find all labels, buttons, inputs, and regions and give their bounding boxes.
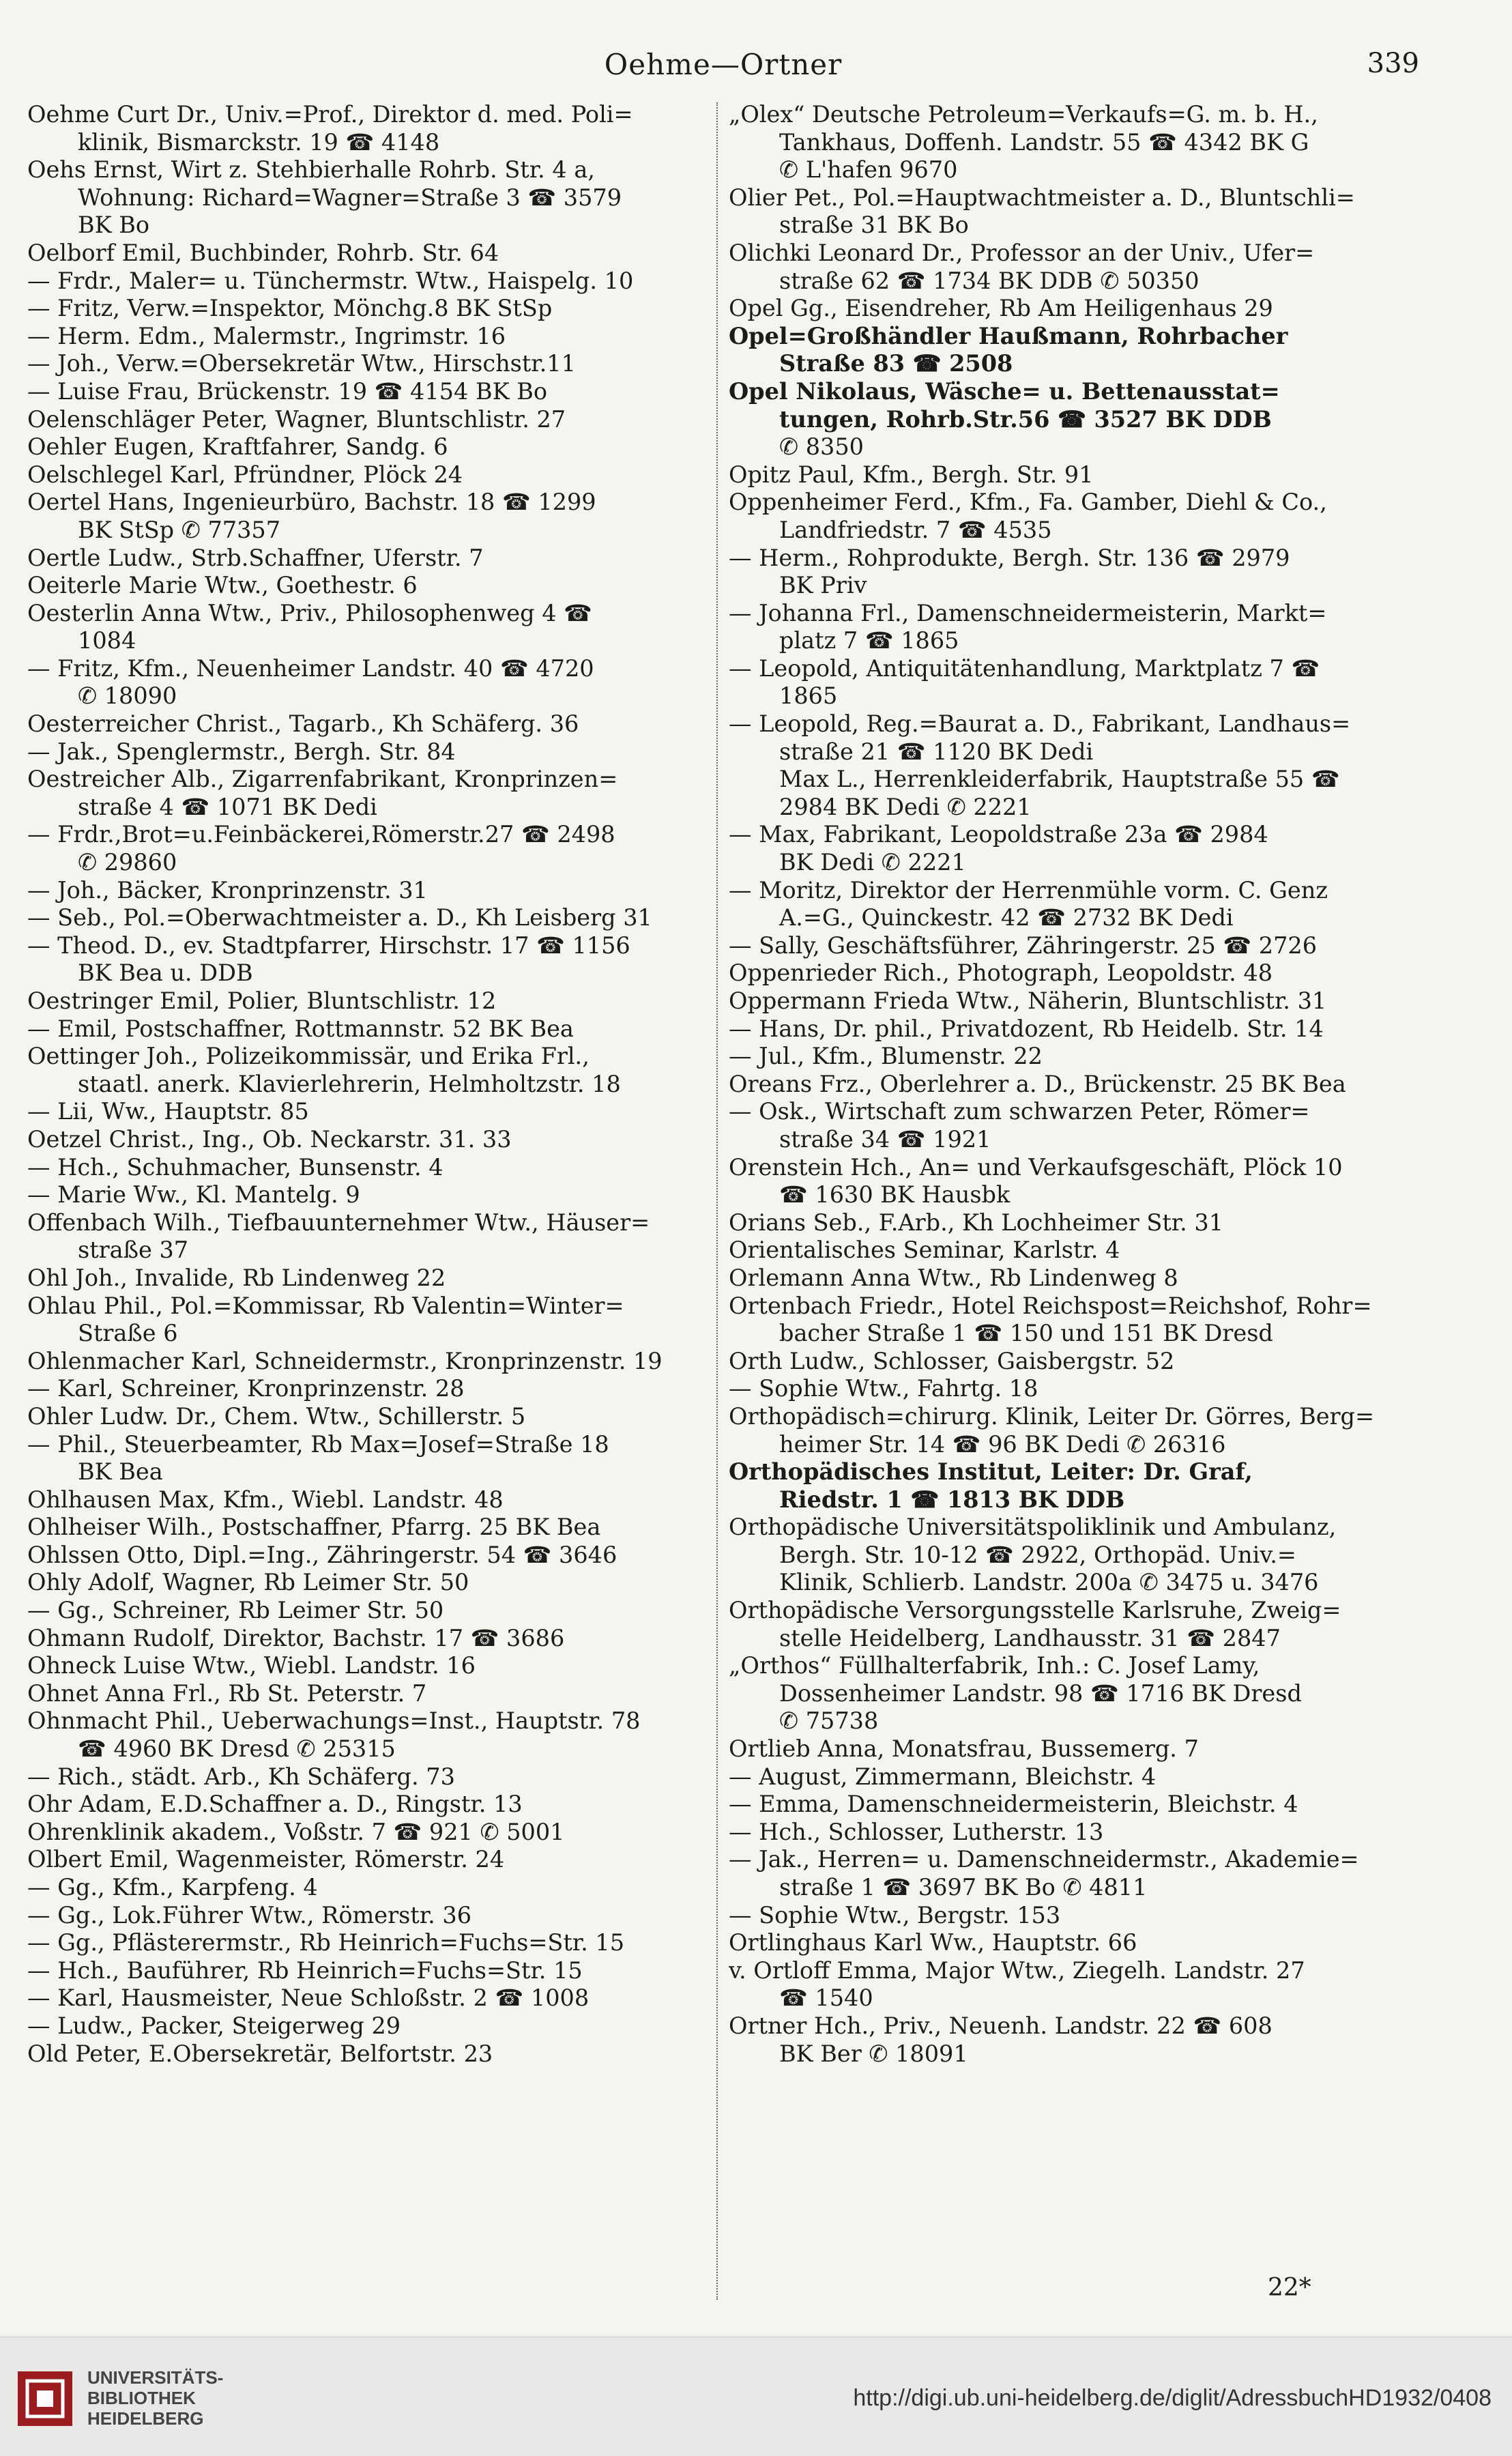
directory-line: Orth Ludw., Schlosser, Gaisbergstr. 52 [729, 1347, 1175, 1374]
directory-line: „Olex“ Deutsche Petroleum=Verkaufs=G. m. b. H., [729, 101, 1318, 128]
directory-line: A.=G., Quinckestr. 42 ☎ 2732 BK Dedi [779, 904, 1234, 931]
directory-line: Oettinger Joh., Polizeikommissär, und Erika Frl., [27, 1043, 590, 1070]
directory-line: 1084 [78, 627, 136, 654]
library-name-line: BIBLIOTHEK [87, 2388, 196, 2408]
directory-line: — Hch., Schuhmacher, Bunsenstr. 4 [27, 1153, 444, 1181]
directory-line: straße 4 ☎ 1071 BK Dedi [78, 793, 377, 820]
page-header [27, 48, 1419, 89]
directory-line: Ortner Hch., Priv., Neuenh. Landstr. 22 ☎ 608 [729, 2012, 1273, 2039]
directory-line: Wohnung: Richard=Wagner=Straße 3 ☎ 3579 [78, 184, 622, 211]
directory-line: Oertle Ludw., Strb.Schaffner, Uferstr. 7 [27, 544, 484, 571]
directory-line: Oppermann Frieda Wtw., Näherin, Bluntschlistr. 31 [729, 987, 1327, 1014]
directory-line: Orthopädische Versorgungsstelle Karlsruhe, Zweig= [729, 1597, 1341, 1624]
directory-line: Ohlenmacher Karl, Schneidermstr., Kronprinzenstr. 19 [27, 1347, 663, 1374]
directory-line: straße 1 ☎ 3697 BK Bo ✆ 4811 [779, 1874, 1148, 1901]
directory-line: Oelborf Emil, Buchbinder, Rohrb. Str. 64 [27, 239, 499, 266]
directory-line: ☎ 1540 [779, 1984, 873, 2012]
right-column [729, 101, 1418, 2068]
directory-line: Ohnet Anna Frl., Rb St. Peterstr. 7 [27, 1679, 427, 1707]
left-column [27, 101, 716, 2068]
directory-line: — Hans, Dr. phil., Privatdozent, Rb Heidelb. Str. 14 [729, 1015, 1324, 1042]
directory-line: Opel=Großhändler Haußmann, Rohrbacher [729, 322, 1288, 349]
library-name-line: HEIDELBERG [87, 2408, 204, 2429]
directory-line: Ortlieb Anna, Monatsfrau, Bussemerg. 7 [729, 1735, 1199, 1763]
directory-line: 1865 [779, 682, 838, 710]
directory-line: Oppenrieder Rich., Photograph, Leopoldstr. 48 [729, 959, 1273, 987]
directory-line: Ohlhausen Max, Kfm., Wiebl. Landstr. 48 [27, 1486, 504, 1513]
directory-line: v. Ortloff Emma, Major Wtw., Ziegelh. Landstr. 27 [729, 1956, 1305, 1984]
directory-line: Oelschlegel Karl, Pfründner, Plöck 24 [27, 461, 463, 488]
directory-line: — Joh., Bäcker, Kronprinzenstr. 31 [27, 876, 428, 904]
directory-line: Oeiterle Marie Wtw., Goethestr. 6 [27, 572, 418, 599]
directory-line: Olier Pet., Pol.=Hauptwachtmeister a. D., Bluntschli= [729, 184, 1355, 211]
directory-line: — Osk., Wirtschaft zum schwarzen Peter, Römer= [729, 1098, 1310, 1125]
directory-line: Riedstr. 1 ☎ 1813 BK DDB [779, 1486, 1125, 1513]
directory-line: Max L., Herrenkleiderfabrik, Hauptstraße 55 ☎ [779, 766, 1340, 793]
directory-line: staatl. anerk. Klavierlehrerin, Helmholtzstr. 18 [78, 1070, 621, 1097]
directory-line: ☎ 1630 BK Hausbk [779, 1181, 1011, 1209]
directory-line: Orthopädisch=chirurg. Klinik, Leiter Dr. Görres, Berg= [729, 1402, 1375, 1430]
directory-line: — Frdr., Maler= u. Tünchermstr. Wtw., Haispelg. 10 [27, 267, 634, 294]
directory-line: stelle Heidelberg, Landhausstr. 31 ☎ 2847 [779, 1624, 1281, 1651]
directory-line: Straße 6 [78, 1320, 178, 1347]
page-title: Oehme—Ortner [604, 48, 843, 81]
directory-line: — Emil, Postschaffner, Rottmannstr. 52 BK Bea [27, 1015, 574, 1042]
directory-line: Orians Seb., F.Arb., Kh Lochheimer Str. 31 [729, 1209, 1224, 1236]
directory-line: — Theod. D., ev. Stadtpfarrer, Hirschstr. 17 ☎ 1156 [27, 931, 630, 959]
directory-line: Orientalisches Seminar, Karlstr. 4 [729, 1237, 1120, 1264]
directory-line: — Fritz, Kfm., Neuenheimer Landstr. 40 ☎ 4720 [27, 654, 594, 682]
directory-line: Ohnmacht Phil., Ueberwachungs=Inst., Hauptstr. 78 [27, 1707, 641, 1735]
directory-line: BK Bea u. DDB [78, 959, 253, 987]
directory-line: platz 7 ☎ 1865 [779, 627, 959, 654]
directory-line: — Jak., Spenglermstr., Bergh. Str. 84 [27, 738, 456, 765]
directory-line: — Emma, Damenschneidermeisterin, Bleichstr. 4 [729, 1791, 1298, 1818]
directory-line: — Hch., Schlosser, Lutherstr. 13 [729, 1818, 1104, 1845]
directory-line: — Joh., Verw.=Obersekretär Wtw., Hirschstr.11 [27, 350, 576, 377]
directory-line: Old Peter, E.Obersekretär, Belfortstr. 23 [27, 2040, 493, 2067]
directory-line: — Leopold, Reg.=Baurat a. D., Fabrikant, Landhaus= [729, 710, 1351, 738]
directory-line: BK Priv [779, 572, 867, 599]
directory-line: — Johanna Frl., Damenschneidermeisterin, Markt= [729, 599, 1327, 626]
directory-line: — Leopold, Antiquitätenhandlung, Marktplatz 7 ☎ [729, 654, 1320, 682]
directory-line: Olbert Emil, Wagenmeister, Römerstr. 24 [27, 1846, 505, 1873]
directory-line: — Ludw., Packer, Steigerweg 29 [27, 2012, 401, 2039]
directory-line: Oehme Curt Dr., Univ.=Prof., Direktor d. med. Poli= [27, 101, 633, 128]
directory-line: Opel Gg., Eisendreher, Rb Am Heiligenhaus 29 [729, 295, 1273, 322]
directory-line: — Gg., Kfm., Karpfeng. 4 [27, 1874, 318, 1901]
directory-line: Oehs Ernst, Wirt z. Stehbierhalle Rohrb. Str. 4 a, [27, 156, 595, 184]
directory-line: Orthopädisches Institut, Leiter: Dr. Graf, [729, 1458, 1253, 1486]
directory-line: Landfriedstr. 7 ☎ 4535 [779, 516, 1052, 543]
viewer-footer [0, 2337, 1512, 2456]
directory-line: — Lii, Ww., Hauptstr. 85 [27, 1098, 309, 1125]
directory-line: Ohler Ludw. Dr., Chem. Wtw., Schillerstr. 5 [27, 1402, 526, 1430]
directory-line: — Gg., Schreiner, Rb Leimer Str. 50 [27, 1597, 444, 1624]
directory-line: — Seb., Pol.=Oberwachtmeister a. D., Kh Leisberg 31 [27, 904, 652, 931]
directory-line: Oehler Eugen, Kraftfahrer, Sandg. 6 [27, 433, 448, 461]
directory-line: Oesterreicher Christ., Tagarb., Kh Schäferg. 36 [27, 710, 579, 738]
directory-line: — Gg., Lok.Führer Wtw., Römerstr. 36 [27, 1901, 472, 1928]
directory-line: BK Ber ✆ 18091 [779, 2040, 968, 2067]
directory-line: Ohlssen Otto, Dipl.=Ing., Zähringerstr. 54 ☎ 3646 [27, 1541, 617, 1568]
directory-line: Ortlinghaus Karl Ww., Hauptstr. 66 [729, 1929, 1137, 1956]
directory-line: Oertel Hans, Ingenieurbüro, Bachstr. 18 ☎ 1299 [27, 489, 596, 516]
directory-line: ✆ 8350 [779, 433, 864, 461]
signature-mark: 22* [1268, 2274, 1311, 2302]
directory-line: Bergh. Str. 10-12 ☎ 2922, Orthopäd. Univ.= [779, 1541, 1297, 1568]
directory-line: BK Bo [78, 212, 150, 239]
directory-line: Opitz Paul, Kfm., Bergh. Str. 91 [729, 461, 1094, 488]
directory-line: — Luise Frau, Brückenstr. 19 ☎ 4154 BK Bo [27, 377, 548, 405]
library-name [87, 2367, 223, 2429]
directory-line: heimer Str. 14 ☎ 96 BK Dedi ✆ 26316 [779, 1430, 1226, 1458]
directory-line: Oreans Frz., Oberlehrer a. D., Brückenstr. 25 BK Bea [729, 1070, 1346, 1097]
directory-line: BK Dedi ✆ 2221 [779, 849, 966, 876]
directory-line: Offenbach Wilh., Tiefbauunternehmer Wtw., Häuser= [27, 1209, 650, 1236]
directory-line: Tankhaus, Doffenh. Landstr. 55 ☎ 4342 BK G [779, 128, 1309, 156]
directory-line: straße 34 ☎ 1921 [779, 1125, 991, 1153]
directory-line: — Sally, Geschäftsführer, Zähringerstr. 25 ☎ 2726 [729, 931, 1318, 959]
directory-line: ✆ L'hafen 9670 [779, 156, 958, 184]
directory-line: — Frdr.,Brot=u.Feinbäckerei,Römerstr.27 ☎ 2498 [27, 821, 615, 848]
directory-line: — Fritz, Verw.=Inspektor, Mönchg.8 BK StSp [27, 295, 553, 322]
source-url-link[interactable]: http://digi.ub.uni-heidelberg.de/diglit/AdressbuchHD1932/0408 [853, 2385, 1492, 2411]
directory-line: BK Bea [78, 1458, 163, 1486]
directory-line: ✆ 29860 [78, 849, 177, 876]
library-name-line: UNIVERSITÄTS- [87, 2367, 224, 2388]
directory-line: Olichki Leonard Dr., Professor an der Univ., Ufer= [729, 239, 1315, 266]
directory-line: Oppenheimer Ferd., Kfm., Fa. Gamber, Diehl & Co., [729, 489, 1327, 516]
directory-line: — Hch., Bauführer, Rb Heinrich=Fuchs=Str. 15 [27, 1956, 583, 1984]
directory-line: — Herm. Edm., Malermstr., Ingrimstr. 16 [27, 322, 506, 349]
directory-line: klinik, Bismarckstr. 19 ☎ 4148 [78, 128, 440, 156]
directory-line: ✆ 18090 [78, 682, 177, 710]
directory-line: — Karl, Hausmeister, Neue Schloßstr. 2 ☎ 1008 [27, 1984, 590, 2012]
directory-line: straße 21 ☎ 1120 BK Dedi [779, 738, 1094, 765]
directory-line: — Sophie Wtw., Bergstr. 153 [729, 1901, 1061, 1928]
directory-line: Ohlheiser Wilh., Postschaffner, Pfarrg. 25 BK Bea [27, 1514, 601, 1541]
directory-line: Ohl Joh., Invalide, Rb Lindenweg 22 [27, 1264, 446, 1291]
directory-line: — Jul., Kfm., Blumenstr. 22 [729, 1043, 1043, 1070]
directory-line: Ohly Adolf, Wagner, Rb Leimer Str. 50 [27, 1569, 469, 1596]
directory-line: straße 31 BK Bo [779, 212, 969, 239]
directory-line: — Jak., Herren= u. Damenschneidermstr., Akademie= [729, 1846, 1359, 1873]
directory-line: Oestringer Emil, Polier, Bluntschlistr. 12 [27, 987, 497, 1014]
directory-line: Oestreicher Alb., Zigarrenfabrikant, Kronprinzen= [27, 766, 618, 793]
directory-line: — Herm., Rohprodukte, Bergh. Str. 136 ☎ 2979 [729, 544, 1290, 571]
directory-line: — Max, Fabrikant, Leopoldstraße 23a ☎ 2984 [729, 821, 1268, 848]
directory-line: straße 37 [78, 1237, 189, 1264]
directory-line: Dossenheimer Landstr. 98 ☎ 1716 BK Dresd [779, 1679, 1302, 1707]
directory-line: ✆ 75738 [779, 1707, 879, 1735]
directory-line: ☎ 4960 BK Dresd ✆ 25315 [78, 1735, 396, 1763]
directory-line: — Phil., Steuerbeamter, Rb Max=Josef=Straße 18 [27, 1430, 609, 1458]
directory-line: Orlemann Anna Wtw., Rb Lindenweg 8 [729, 1264, 1178, 1291]
directory-line: Opel Nikolaus, Wäsche= u. Bettenausstat= [729, 377, 1280, 405]
directory-line: straße 62 ☎ 1734 BK DDB ✆ 50350 [779, 267, 1200, 294]
directory-line: — Rich., städt. Arb., Kh Schäferg. 73 [27, 1763, 455, 1790]
directory-line: „Orthos“ Füllhalterfabrik, Inh.: C. Josef Lamy, [729, 1652, 1260, 1679]
directory-line: — Karl, Schreiner, Kronprinzenstr. 28 [27, 1375, 465, 1402]
directory-line: Ohrenklinik akadem., Voßstr. 7 ☎ 921 ✆ 5001 [27, 1818, 565, 1845]
directory-line: — Marie Ww., Kl. Mantelg. 9 [27, 1181, 360, 1209]
column-divider [716, 102, 718, 2300]
directory-line: bacher Straße 1 ☎ 150 und 151 BK Dresd [779, 1320, 1273, 1347]
logo-icon [15, 2369, 75, 2429]
directory-line: Ohr Adam, E.D.Schaffner a. D., Ringstr. 13 [27, 1791, 523, 1818]
directory-line: — Gg., Pflästerermstr., Rb Heinrich=Fuchs=Str. 15 [27, 1929, 625, 1956]
directory-line: Oelenschläger Peter, Wagner, Bluntschlistr. 27 [27, 405, 566, 433]
directory-line: Ohlau Phil., Pol.=Kommissar, Rb Valentin=Winter= [27, 1292, 624, 1319]
directory-line: Straße 83 ☎ 2508 [779, 350, 1013, 377]
directory-line: 2984 BK Dedi ✆ 2221 [779, 793, 1032, 820]
directory-line: Ortenbach Friedr., Hotel Reichspost=Reichshof, Rohr= [729, 1292, 1372, 1319]
directory-line: — August, Zimmermann, Bleichstr. 4 [729, 1763, 1157, 1790]
directory-line: Klinik, Schlierb. Landstr. 200a ✆ 3475 u. 3476 [779, 1569, 1319, 1596]
directory-line: Ohmann Rudolf, Direktor, Bachstr. 17 ☎ 3686 [27, 1624, 565, 1651]
directory-line: BK StSp ✆ 77357 [78, 516, 281, 543]
directory-line: — Moritz, Direktor der Herrenmühle vorm. C. Genz [729, 876, 1328, 904]
directory-line: Orthopädische Universitätspoliklinik und Ambulanz, [729, 1514, 1337, 1541]
directory-line: Orenstein Hch., An= und Verkaufsgeschäft, Plöck 10 [729, 1153, 1343, 1181]
directory-line: Oetzel Christ., Ing., Ob. Neckarstr. 31. 33 [27, 1125, 512, 1153]
directory-line: Oesterlin Anna Wtw., Priv., Philosophenweg 4 ☎ [27, 599, 592, 626]
page-number: 339 [1367, 48, 1419, 79]
directory-line: — Sophie Wtw., Fahrtg. 18 [729, 1375, 1038, 1402]
directory-line: Ohneck Luise Wtw., Wiebl. Landstr. 16 [27, 1652, 476, 1679]
directory-line: tungen, Rohrb.Str.56 ☎ 3527 BK DDB [779, 405, 1272, 433]
